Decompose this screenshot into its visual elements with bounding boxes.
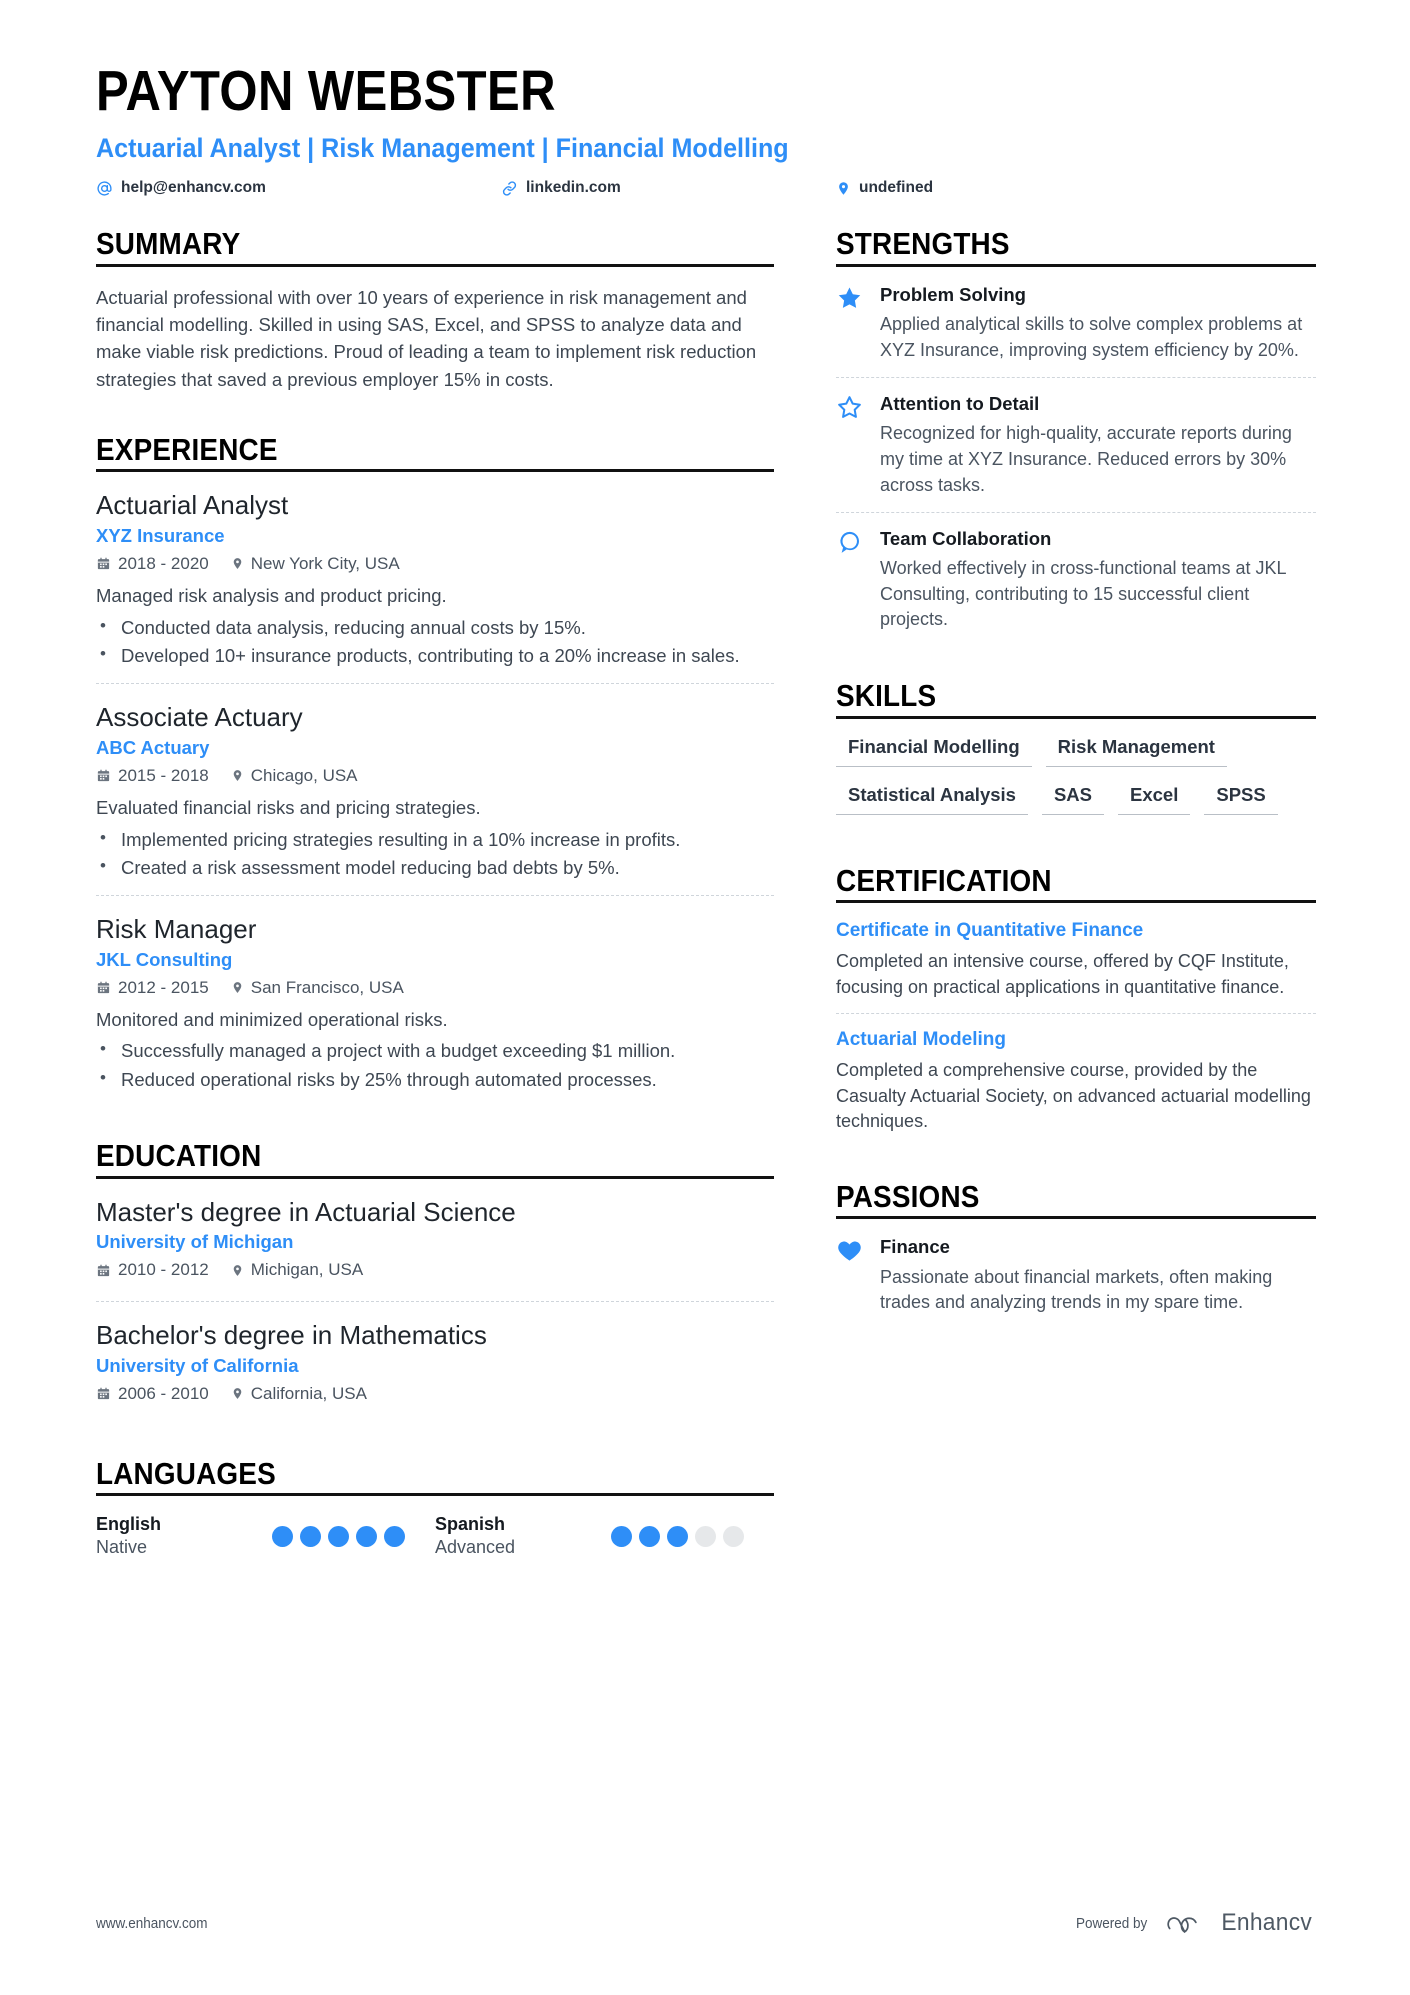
experience-dates: 2018 - 2020 [118, 553, 209, 573]
skill-tag: Statistical Analysis [836, 784, 1028, 815]
experience-meta [96, 554, 774, 574]
location-pin-icon [231, 1263, 244, 1278]
rating-dot [695, 1526, 716, 1547]
education-dates-group [96, 1260, 209, 1280]
contact-row [96, 179, 1001, 197]
experience-bullets [96, 827, 774, 882]
section-skills [836, 679, 1316, 832]
location-pin-icon [231, 980, 244, 995]
experience-location: Chicago, USA [250, 765, 358, 785]
spacer [836, 1148, 1316, 1180]
experience-dates-group [96, 978, 209, 998]
section-rule [96, 1493, 774, 1496]
section-rule [96, 264, 774, 267]
skill-tag: SAS [1042, 784, 1104, 815]
section-rule [836, 900, 1316, 903]
section-experience [96, 433, 774, 1107]
contact-location[interactable] [836, 179, 933, 197]
passion-name: Finance [880, 1236, 950, 1258]
footer-url[interactable]: www.enhancv.com [96, 1914, 208, 1932]
calendar-icon [96, 1386, 111, 1401]
certification-description: Completed an intensive course, offered by CQF Institute, focusing on practical applications in quantitative finance. [836, 951, 1289, 997]
experience-entry [96, 683, 774, 895]
footer-brand-group [1072, 1909, 1314, 1937]
section-summary [96, 227, 774, 392]
enhancv-wordmark: Enhancv [1220, 1909, 1312, 1936]
rating-dot [384, 1526, 405, 1547]
language-rating [265, 1526, 405, 1547]
experience-description: Evaluated financial risks and pricing strategies. [96, 796, 481, 818]
experience-location: San Francisco, USA [250, 977, 404, 997]
education-location: California, USA [250, 1383, 367, 1403]
experience-company[interactable]: ABC Actuary [96, 736, 210, 758]
education-school[interactable]: University of California [96, 1354, 299, 1376]
section-education [96, 1139, 774, 1425]
section-rule [96, 1176, 774, 1179]
contact-email[interactable] [96, 179, 501, 197]
spacer [96, 393, 774, 433]
certification-name[interactable]: Actuarial Modeling [836, 1029, 1006, 1051]
education-degree: Master's degree in Actuarial Science [96, 1196, 516, 1227]
experience-position: Risk Manager [96, 914, 257, 945]
section-title-summary: SUMMARY [96, 226, 241, 262]
skill-tag: Excel [1118, 784, 1190, 815]
education-dates-group [96, 1384, 209, 1404]
powered-by-label: Powered by [1076, 1914, 1148, 1932]
experience-location-group [231, 978, 404, 998]
rating-dot [611, 1526, 632, 1547]
passion-body [880, 1236, 1316, 1315]
language-level: Native [96, 1536, 148, 1557]
strength-body [880, 284, 1316, 363]
resume-footer [96, 1909, 1314, 1937]
contact-location-text: undefined [859, 179, 934, 197]
section-rule [836, 1216, 1316, 1219]
section-rule [836, 716, 1316, 719]
experience-meta [96, 978, 774, 998]
spacer [836, 647, 1316, 679]
experience-dates-group [96, 554, 209, 574]
location-pin-icon [231, 1386, 244, 1401]
language-name: English [96, 1514, 162, 1535]
contact-linkedin-text: linkedin.com [526, 179, 621, 197]
rating-dot [272, 1526, 293, 1547]
bullet-item: • Conducted data analysis, reducing annual costs by 15%. [96, 615, 774, 641]
skill-tag: Financial Modelling [836, 736, 1032, 767]
star-filled-icon [836, 284, 880, 363]
rating-dot [667, 1526, 688, 1547]
education-dates: 2010 - 2012 [118, 1260, 209, 1280]
experience-bullets [96, 615, 774, 670]
education-dates: 2006 - 2010 [118, 1383, 209, 1403]
rating-dot [300, 1526, 321, 1547]
contact-email-text: help@enhancv.com [121, 179, 266, 197]
section-title-experience: EXPERIENCE [96, 431, 278, 467]
certification-description: Completed a comprehensive course, provided by the Casualty Actuarial Society, on advanced actuarial modelling techniques. [836, 1060, 1311, 1132]
experience-company[interactable]: JKL Consulting [96, 948, 233, 970]
bullet-item: • Created a risk assessment model reducing bad debts by 5%. [96, 855, 774, 881]
language-rating [604, 1526, 744, 1547]
education-location-group [231, 1384, 367, 1404]
education-degree: Bachelor's degree in Mathematics [96, 1320, 487, 1351]
language-text [96, 1513, 161, 1559]
link-icon [501, 180, 518, 197]
section-title-languages: LANGUAGES [96, 1455, 276, 1491]
experience-bullets [96, 1038, 774, 1093]
calendar-icon [96, 1263, 111, 1278]
experience-entry [96, 489, 774, 683]
passion-description: Passionate about financial markets, often making trades and analyzing trends in my spare time. [880, 1266, 1273, 1313]
strength-item [836, 284, 1316, 377]
experience-description: Managed risk analysis and product pricing. [96, 584, 447, 606]
language-name: Spanish [435, 1514, 506, 1535]
education-location: Michigan, USA [250, 1260, 364, 1280]
education-meta [96, 1260, 774, 1280]
speech-bubble-icon [836, 528, 880, 633]
passion-item [836, 1236, 1316, 1329]
location-pin-icon [231, 556, 244, 571]
certification-item [836, 1013, 1316, 1147]
section-certification [836, 864, 1316, 1148]
language-item [435, 1513, 774, 1559]
languages-grid [96, 1513, 774, 1559]
candidate-name: PAYTON WEBSTER [96, 59, 556, 123]
spacer [96, 1107, 774, 1139]
section-title-passions: PASSIONS [836, 1178, 980, 1214]
experience-dates: 2012 - 2015 [118, 977, 209, 997]
bullet-item: • Implemented pricing strategies resulting in a 10% increase in profits. [96, 827, 774, 853]
experience-dates-group [96, 766, 209, 786]
skills-list [836, 736, 1316, 832]
education-location-group [231, 1260, 363, 1280]
experience-location-group [231, 766, 358, 786]
summary-text: Actuarial professional with over 10 years of experience in risk management and financial modelling. Skilled in using SAS, Excel, and SPSS to analyze data and make viable risk predictions. Proud of leading a team to implement risk reduction strategies that saved a previous employer 15% in costs. [96, 286, 757, 390]
strength-description: Worked effectively in cross-functional teams at JKL Consulting, contributing to 15 successful client projects. [880, 558, 1286, 630]
location-pin-icon [231, 768, 244, 783]
strength-body [880, 528, 1316, 633]
strength-name: Attention to Detail [880, 393, 1040, 415]
experience-position: Associate Actuary [96, 702, 303, 733]
education-entry [96, 1196, 774, 1302]
strength-body [880, 393, 1316, 498]
skill-tag: SPSS [1204, 784, 1277, 815]
section-title-education: EDUCATION [96, 1137, 262, 1173]
rating-dot [723, 1526, 744, 1547]
strength-description: Applied analytical skills to solve complex problems at XYZ Insurance, improving system efficiency by 20%. [880, 314, 1303, 360]
spacer [96, 1425, 774, 1457]
language-text [435, 1513, 515, 1559]
certification-item [836, 920, 1316, 1013]
experience-location-group [231, 554, 400, 574]
language-level: Advanced [435, 1536, 516, 1557]
rating-dot [328, 1526, 349, 1547]
section-title-certification: CERTIFICATION [836, 862, 1052, 898]
resume-header [96, 59, 1314, 197]
experience-position: Actuarial Analyst [96, 490, 289, 521]
resume-body [96, 227, 1314, 1559]
candidate-headline: Actuarial Analyst | Risk Management | Financial Modelling [96, 133, 789, 164]
star-outline-icon [836, 393, 880, 498]
enhancv-logo [1166, 1909, 1315, 1937]
contact-linkedin[interactable] [501, 179, 836, 197]
strength-name: Team Collaboration [880, 528, 1052, 550]
experience-location: New York City, USA [250, 553, 400, 573]
experience-dates: 2015 - 2018 [118, 765, 209, 785]
education-entry [96, 1301, 774, 1425]
calendar-icon [96, 768, 111, 783]
calendar-icon [96, 556, 111, 571]
language-item [96, 1513, 435, 1559]
strength-description: Recognized for high-quality, accurate reports during my time at XYZ Insurance. Reduced errors by 30% across tasks. [880, 423, 1292, 495]
bullet-item: • Reduced operational risks by 25% through automated processes. [96, 1067, 774, 1093]
left-column [96, 227, 774, 1559]
section-rule [836, 264, 1316, 267]
experience-company[interactable]: XYZ Insurance [96, 524, 225, 546]
section-languages [96, 1457, 774, 1560]
experience-description: Monitored and minimized operational risks. [96, 1008, 448, 1030]
section-passions [836, 1180, 1316, 1330]
location-pin-icon [836, 180, 851, 197]
section-title-strengths: STRENGTHS [836, 226, 1010, 262]
bullet-item: • Successfully managed a project with a budget exceeding $1 million. [96, 1038, 774, 1064]
certification-name[interactable]: Certificate in Quantitative Finance [836, 920, 1144, 942]
education-school[interactable]: University of Michigan [96, 1231, 294, 1253]
experience-entry [96, 895, 774, 1107]
rating-dot [639, 1526, 660, 1547]
calendar-icon [96, 980, 111, 995]
education-meta [96, 1384, 774, 1404]
strength-name: Problem Solving [880, 283, 1026, 305]
section-strengths [836, 227, 1316, 647]
right-column [836, 227, 1316, 1329]
section-rule [96, 469, 774, 472]
spacer [836, 832, 1316, 864]
rating-dot [356, 1526, 377, 1547]
skill-tag: Risk Management [1046, 736, 1227, 767]
strength-item [836, 512, 1316, 647]
experience-meta [96, 766, 774, 786]
section-title-skills: SKILLS [836, 677, 937, 713]
bullet-item: • Developed 10+ insurance products, contributing to a 20% increase in sales. [96, 643, 774, 669]
strength-item [836, 377, 1316, 512]
at-icon [96, 180, 113, 197]
heart-icon [836, 1236, 880, 1315]
